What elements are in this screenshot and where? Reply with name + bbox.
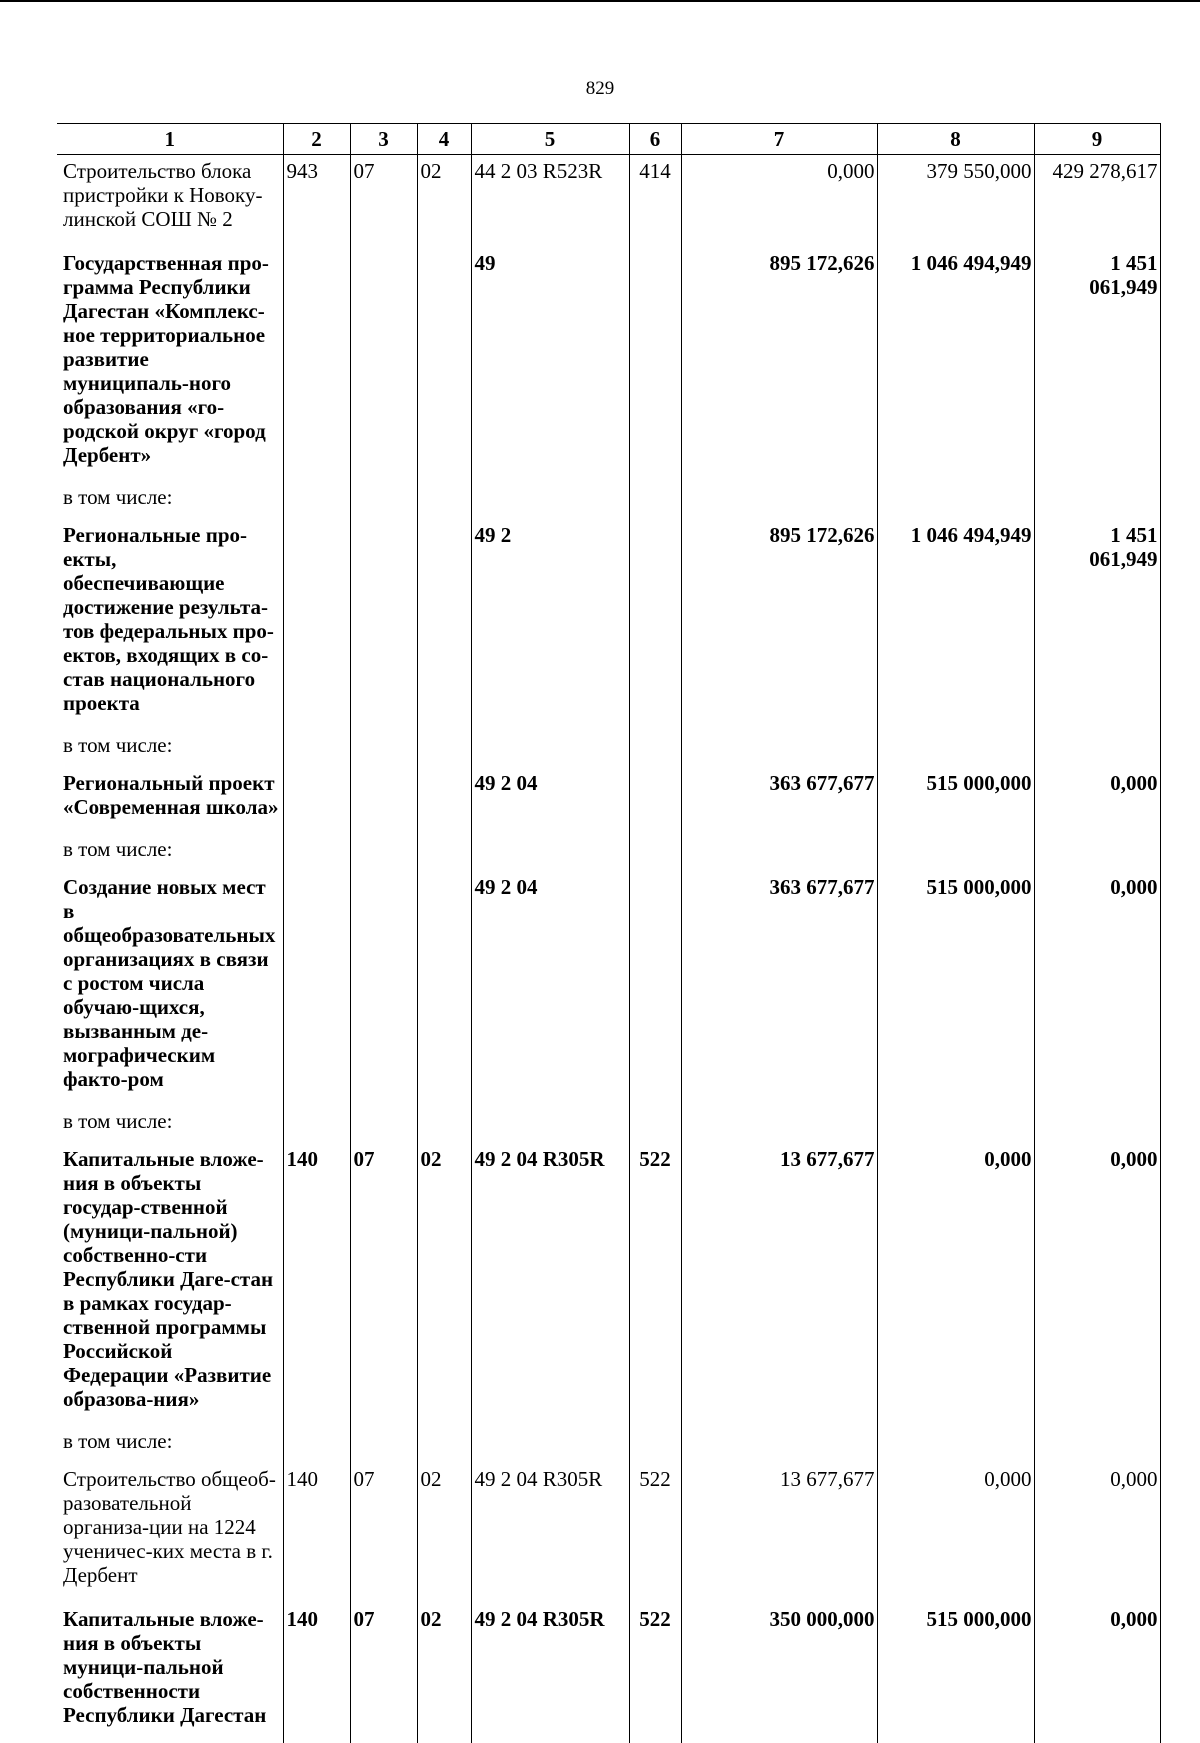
table-row — [57, 1603, 1160, 1743]
amount-col8-cell — [877, 1107, 1034, 1143]
target-article-cell — [471, 731, 629, 767]
table-row — [57, 247, 1160, 483]
target-article-cell — [471, 835, 629, 871]
section-cell — [350, 835, 417, 871]
amount-col9-cell — [1034, 835, 1160, 871]
subsection-cell — [417, 483, 471, 519]
amount-col7-cell — [681, 1427, 877, 1463]
admin-code-cell — [283, 731, 350, 767]
amount-col8-cell: 0,000 — [877, 1143, 1034, 1427]
admin-code-cell — [283, 835, 350, 871]
section-cell: 07 — [350, 1143, 417, 1427]
amount-col9-cell — [1034, 731, 1160, 767]
section-cell — [350, 871, 417, 1107]
admin-code-cell — [283, 519, 350, 731]
table-header-row — [57, 124, 1160, 155]
row-name-cell: Региональные про-екты, обеспечивающие достижение результа-тов федеральных про-ектов, входящих в со-став национального проекта — [57, 519, 283, 731]
row-name-cell: Капитальные вложе-ния в объекты муници-пальной собственности Республики Дагестан — [57, 1603, 283, 1743]
table-row — [57, 1143, 1160, 1427]
expense-type-cell — [629, 247, 681, 483]
expense-type-cell — [629, 1107, 681, 1143]
target-article-cell — [471, 1107, 629, 1143]
amount-col7-cell: 363 677,677 — [681, 767, 877, 835]
admin-code-cell: 943 — [283, 155, 350, 248]
section-cell — [350, 767, 417, 835]
target-article-cell: 49 2 04 — [471, 767, 629, 835]
expense-type-cell: 522 — [629, 1603, 681, 1743]
row-name-cell: Строительство блока пристройки к Новоку-линской СОШ № 2 — [57, 155, 283, 248]
expense-type-cell: 522 — [629, 1143, 681, 1427]
subsection-cell — [417, 731, 471, 767]
row-name-cell: Капитальные вложе-ния в объекты государ-ственной (муници-пальной) собственно-сти Республики Даге-стан в рамках государ-ственной программы Российской Федерации «Развитие образова-ния» — [57, 1143, 283, 1427]
top-border-line — [0, 0, 1200, 2]
col-header-2: 2 — [283, 124, 350, 155]
expense-type-cell — [629, 1427, 681, 1463]
section-cell — [350, 1427, 417, 1463]
table-row — [57, 835, 1160, 871]
row-name-cell: в том числе: — [57, 1107, 283, 1143]
admin-code-cell — [283, 1107, 350, 1143]
subsection-cell — [417, 871, 471, 1107]
col-header-7: 7 — [681, 124, 877, 155]
col-header-9: 9 — [1034, 124, 1160, 155]
amount-col7-cell: 350 000,000 — [681, 1603, 877, 1743]
section-cell — [350, 731, 417, 767]
section-cell: 07 — [350, 1463, 417, 1603]
subsection-cell — [417, 767, 471, 835]
expense-type-cell — [629, 767, 681, 835]
expense-type-cell: 414 — [629, 155, 681, 248]
amount-col7-cell: 13 677,677 — [681, 1143, 877, 1427]
table-row — [57, 1427, 1160, 1463]
col-header-6: 6 — [629, 124, 681, 155]
col-header-4: 4 — [417, 124, 471, 155]
amount-col7-cell — [681, 731, 877, 767]
subsection-cell — [417, 247, 471, 483]
amount-col7-cell — [681, 835, 877, 871]
table-body — [57, 155, 1160, 1743]
amount-col9-cell — [1034, 1107, 1160, 1143]
amount-col8-cell: 1 046 494,949 — [877, 247, 1034, 483]
table-row — [57, 767, 1160, 835]
target-article-cell: 49 2 — [471, 519, 629, 731]
section-cell — [350, 483, 417, 519]
target-article-cell: 49 — [471, 247, 629, 483]
col-header-8: 8 — [877, 124, 1034, 155]
table-row — [57, 871, 1160, 1107]
amount-col9-cell: 0,000 — [1034, 871, 1160, 1107]
table-row — [57, 731, 1160, 767]
amount-col9-cell — [1034, 483, 1160, 519]
amount-col9-cell: 0,000 — [1034, 1463, 1160, 1603]
row-name-cell: в том числе: — [57, 483, 283, 519]
amount-col7-cell — [681, 1107, 877, 1143]
amount-col9-cell: 429 278,617 — [1034, 155, 1160, 248]
amount-col9-cell: 0,000 — [1034, 1143, 1160, 1427]
row-name-cell: Создание новых мест в общеобразовательных организациях в связи с ростом числа обучаю-щихся, вызванным де-мографическим факто-ром — [57, 871, 283, 1107]
budget-table — [57, 123, 1161, 1743]
table-row — [57, 1463, 1160, 1603]
section-cell: 07 — [350, 155, 417, 248]
page-number: 829 — [0, 78, 1200, 100]
target-article-cell: 49 2 04 — [471, 871, 629, 1107]
target-article-cell: 49 2 04 R305R — [471, 1143, 629, 1427]
subsection-cell: 02 — [417, 155, 471, 248]
admin-code-cell — [283, 483, 350, 519]
target-article-cell: 49 2 04 R305R — [471, 1603, 629, 1743]
target-article-cell — [471, 483, 629, 519]
row-name-cell: Региональный проект «Современная школа» — [57, 767, 283, 835]
amount-col9-cell: 0,000 — [1034, 767, 1160, 835]
amount-col7-cell: 363 677,677 — [681, 871, 877, 1107]
subsection-cell — [417, 835, 471, 871]
subsection-cell: 02 — [417, 1143, 471, 1427]
amount-col7-cell: 895 172,626 — [681, 519, 877, 731]
row-name-cell: Государственная про-грамма Республики Дагестан «Комплекс-ное территориальное развитие муниципаль-ного образования «го-родской округ «город Дербент» — [57, 247, 283, 483]
expense-type-cell — [629, 731, 681, 767]
target-article-cell: 49 2 04 R305R — [471, 1463, 629, 1603]
admin-code-cell — [283, 247, 350, 483]
expense-type-cell — [629, 519, 681, 731]
subsection-cell — [417, 1107, 471, 1143]
admin-code-cell: 140 — [283, 1463, 350, 1603]
amount-col9-cell: 1 451 061,949 — [1034, 247, 1160, 483]
amount-col8-cell: 0,000 — [877, 1463, 1034, 1603]
section-cell — [350, 519, 417, 731]
expense-type-cell — [629, 871, 681, 1107]
subsection-cell — [417, 519, 471, 731]
expense-type-cell — [629, 835, 681, 871]
row-name-cell: в том числе: — [57, 1427, 283, 1463]
amount-col7-cell: 895 172,626 — [681, 247, 877, 483]
section-cell: 07 — [350, 1603, 417, 1743]
subsection-cell: 02 — [417, 1463, 471, 1603]
target-article-cell — [471, 1427, 629, 1463]
admin-code-cell — [283, 767, 350, 835]
row-name-cell: в том числе: — [57, 835, 283, 871]
row-name-cell: в том числе: — [57, 731, 283, 767]
admin-code-cell: 140 — [283, 1603, 350, 1743]
section-cell — [350, 247, 417, 483]
table-row — [57, 519, 1160, 731]
amount-col7-cell: 13 677,677 — [681, 1463, 877, 1603]
amount-col8-cell — [877, 483, 1034, 519]
admin-code-cell — [283, 871, 350, 1107]
table-row — [57, 1107, 1160, 1143]
table-row — [57, 155, 1160, 248]
amount-col9-cell: 1 451 061,949 — [1034, 519, 1160, 731]
amount-col8-cell: 515 000,000 — [877, 767, 1034, 835]
col-header-3: 3 — [350, 124, 417, 155]
amount-col8-cell: 379 550,000 — [877, 155, 1034, 248]
subsection-cell: 02 — [417, 1603, 471, 1743]
target-article-cell: 44 2 03 R523R — [471, 155, 629, 248]
admin-code-cell — [283, 1427, 350, 1463]
amount-col8-cell — [877, 835, 1034, 871]
col-header-1: 1 — [57, 124, 283, 155]
amount-col8-cell: 1 046 494,949 — [877, 519, 1034, 731]
amount-col8-cell: 515 000,000 — [877, 871, 1034, 1107]
admin-code-cell: 140 — [283, 1143, 350, 1427]
amount-col8-cell — [877, 731, 1034, 767]
col-header-5: 5 — [471, 124, 629, 155]
expense-type-cell: 522 — [629, 1463, 681, 1603]
expense-type-cell — [629, 483, 681, 519]
amount-col9-cell: 0,000 — [1034, 1603, 1160, 1743]
row-name-cell: Строительство общеоб-разовательной организа-ции на 1224 ученичес-ких места в г. Дербент — [57, 1463, 283, 1603]
amount-col8-cell — [877, 1427, 1034, 1463]
amount-col8-cell: 515 000,000 — [877, 1603, 1034, 1743]
table-row — [57, 483, 1160, 519]
section-cell — [350, 1107, 417, 1143]
amount-col9-cell — [1034, 1427, 1160, 1463]
amount-col7-cell — [681, 483, 877, 519]
subsection-cell — [417, 1427, 471, 1463]
amount-col7-cell: 0,000 — [681, 155, 877, 248]
